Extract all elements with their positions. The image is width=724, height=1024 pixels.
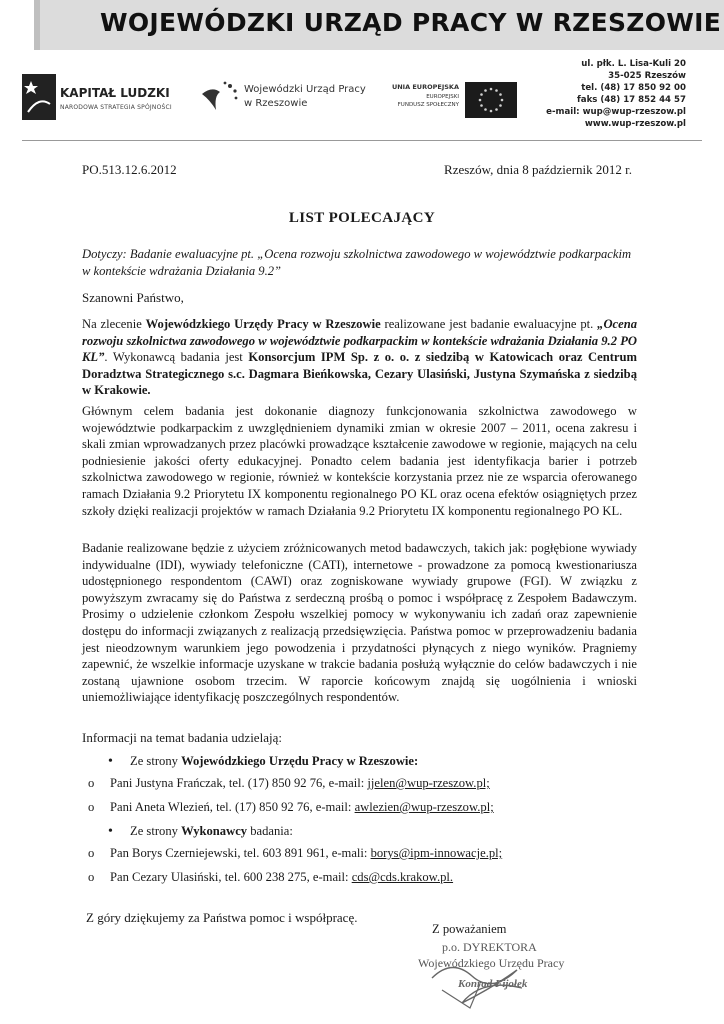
p1-client-name: Wojewódzkiego Urzędy Pracy w Rzeszowie (145, 317, 381, 331)
circle-bullet-icon: o (88, 776, 95, 790)
subject-label: Dotyczy: (82, 247, 127, 261)
group-label (130, 824, 293, 839)
salutation: Szanowni Państwo, (82, 290, 184, 305)
wup-logo-line2: w Rzeszowie (244, 98, 308, 109)
eu-logo (385, 80, 517, 120)
paragraph-methods: Badanie realizowane będzie z użyciem zróżnicowanych metod badawczych, takich jak: pogłębione wywiady indywidualne (IDI), wywiady telefoniczne (CATI), internetowe - prowadzone za pomocą kwestionariusza udostępnionego respondentom (CAWI) oraz zogniskowane wywiady grupowe (FGI). W związku z powyższym zwracamy się do Państwa z serdeczną prośbą o pomoc i współpracę z Zespołem Badawczym. Prosimy o udzielenie członkom Zespołu wszelkiej pomocy w wykonywaniu ich zadań oraz zapewnienie dostępu do informacji związanych z realizacją przedsięwzięcia. Państwa pomoc w przeprowadzeniu badania jest nieodzownym warunkiem jego powodzenia i przydatności płynących z niego wyników. Pragniemy zapewnić, że wszelkie informacje uzyskane w trakcie badania posłużą wyłącznie do celów badawczych i nie zostaną ujawnione osobom trzecim. W raporcie końcowym znajdą się uogólnienia i wnioski uniemożliwiające identyfikację poszczególnych respondentów. (82, 541, 637, 705)
reference-number: PO.513.12.6.2012 (82, 162, 177, 177)
closing-line: Z góry dziękujemy za Państwa pomoc i współpracę. (86, 910, 358, 925)
group1-org: Wojewódzkiego Urzędu Pracy w Rzeszowie: (181, 754, 419, 768)
paragraph-objectives: Głównym celem badania jest dokonanie diagnozy funkcjonowania szkolnictwa zawodowego w województwie podkarpackim z uwzględnieniem dynamiki zmian w okresie 2007 – 2011, ocena zakresu i skali zmian wprowadzanych przez placówki prowadzące kształcenie zawodowe w regionie, mających na celu podniesienie jakości oferty edukacyjnej. Ponadto celem badania jest identyfikacja barier i potrzeb szkolnictwa zawodowego w regionie, również w kontekście korzystania przez nie ze wsparcia oferowanego ramach Działania 9.2 Priorytetu IX komponentu regionalnego PO KL oraz ocena efektów osiągniętych przez szkoły dzięki realizacji projektów w ramach Działania 9.2 Priorytetu IX komponentu regionalnego PO KL. (82, 404, 637, 518)
bullet-icon: • (108, 754, 113, 769)
eu-flag-icon (465, 82, 517, 118)
contact-address: ul. płk. L. Lisa-Kuli 20 (581, 59, 686, 69)
eu-logo-line2: EUROPEJSKI (426, 94, 459, 100)
place-date: Rzeszów, dnia 8 październik 2012 r. (444, 162, 632, 177)
contact-phone: tel. (48) 17 850 92 00 (581, 83, 686, 93)
contact-item-text: Pan Cezary Ulasiński, tel. 600 238 275, e-mail: (110, 870, 352, 884)
contact-block (546, 58, 686, 130)
eu-logo-line1: UNIA EUROPEJSKA (391, 83, 459, 91)
group2-org: Wykonawcy (181, 824, 248, 838)
header-banner (34, 0, 724, 50)
paragraph-commission (82, 316, 637, 399)
contact-item (88, 846, 502, 861)
kapital-ludzki-logo (22, 74, 197, 124)
contact-item (88, 800, 494, 815)
contact-website: www.wup-rzeszow.pl (584, 119, 686, 129)
eu-logo-line3: FUNDUSZ SPOŁECZNY (397, 102, 459, 108)
p1-text-1: Na zlecenie (82, 317, 146, 331)
kapital-ludzki-subtitle: NARODOWA STRATEGIA SPÓJNOŚCI (60, 104, 172, 111)
signature-stamp (418, 932, 598, 1012)
wup-bird-icon (200, 80, 240, 116)
signature-name: Konrad Fijołek (458, 978, 528, 990)
contact-email-link[interactable]: cds@cds.krakow.pl. (351, 870, 454, 884)
contacts-intro: Informacji na temat badania udzielają: (82, 730, 282, 745)
contact-item-text: Pan Borys Czerniejewski, tel. 603 891 961, e-mali: (110, 846, 371, 860)
group2-prefix: Ze strony (130, 824, 182, 838)
wup-logo (200, 80, 370, 120)
regards: Z poważaniem (432, 922, 507, 936)
circle-bullet-icon: o (88, 800, 95, 814)
kapital-ludzki-icon (22, 74, 56, 120)
contact-postal: 35-025 Rzeszów (608, 71, 686, 81)
subject-text: Badanie ewaluacyjne pt. „Ocena rozwoju szkolnictwa zawodowego w województwie podkarpackim w kontekście wdrażania Działania 9.2” (82, 247, 632, 278)
p1-contractor: Konsorcjum IPM Sp. z o. o. z siedzibą w Katowicach oraz Centrum Doradztwa Strategicznego s.c. Dagmara Bieńkowska, Cezary Ulasiński, Justyna Szymańska z siedzibą w Krakowie. (82, 350, 638, 398)
group-label (130, 754, 418, 769)
contact-fax: faks (48) 17 852 44 57 (577, 95, 686, 105)
p1-study-title: „Ocena rozwoju szkolnictwa zawodowego w województwie podkarpackim w kontekście wdrażania Działania 9.2 PO KL” (82, 317, 638, 365)
stamp-line2: Wojewódzkiego Urzędu Pracy (418, 956, 565, 970)
contact-email: e-mail: wup@wup-rzeszow.pl (546, 107, 686, 117)
group1-prefix: Ze strony (130, 754, 182, 768)
subject-block (82, 246, 637, 280)
contact-email-link[interactable]: awlezien@wup-rzeszow.pl; (354, 800, 494, 814)
contact-item-text: Pani Justyna Frańczak, tel. (17) 850 92 76, e-mail: (110, 776, 368, 790)
contact-item (88, 870, 453, 885)
contact-item (88, 776, 490, 791)
circle-bullet-icon: o (88, 870, 95, 884)
bullet-icon: • (108, 824, 113, 839)
kapital-ludzki-title: KAPITAŁ LUDZKI (60, 86, 170, 100)
p1-text-3: . Wykonawcą badania jest (104, 350, 249, 365)
wup-logo-line1: Wojewódzki Urząd Pracy (244, 84, 366, 95)
contact-email-link[interactable]: borys@ipm-innowacje.pl; (370, 846, 503, 860)
p1-text-2: realizowane jest badanie ewaluacyjne pt. (380, 317, 598, 331)
contact-item-text: Pani Aneta Wlezień, tel. (17) 850 92 76, e-mail: (110, 800, 355, 814)
letter-heading: LIST POLECAJĄCY (288, 210, 436, 226)
circle-bullet-icon: o (88, 846, 95, 860)
institution-title: WOJEWÓDZKI URZĄD PRACY W RZESZOWIE (100, 8, 722, 37)
header-divider (22, 140, 702, 141)
group2-suffix: badania: (247, 824, 293, 838)
stamp-line1: p.o. DYREKTORA (442, 940, 537, 954)
contact-email-link[interactable]: jjelen@wup-rzeszow.pl; (367, 776, 490, 790)
